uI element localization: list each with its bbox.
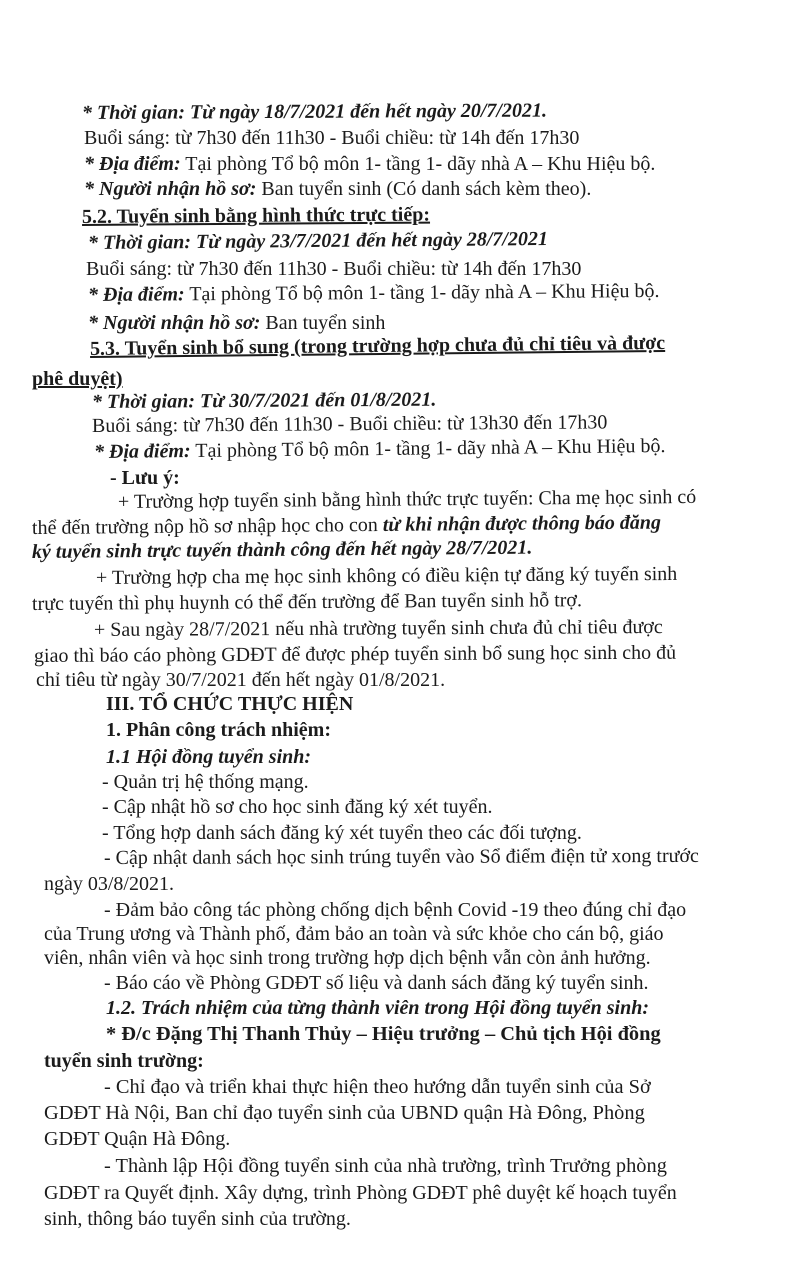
note-paragraph-3-cont: giao thì báo cáo phòng GDĐT để được phép tuyển sinh bổ sung học sinh cho đủ xyxy=(33,641,677,667)
chair-duty-1-cont: GDĐT Hà Nội, Ban chỉ đạo tuyển sinh của UBND quận Hà Đông, Phòng xyxy=(44,1102,645,1124)
note-text: thể đến trường nộp hồ sơ nhập học cho con xyxy=(31,513,383,539)
location-label: * Địa điểm: xyxy=(93,439,191,463)
receiver-direct-line xyxy=(88,311,385,335)
note-label: - Lưu ý: xyxy=(110,467,180,489)
location-supplement-line xyxy=(94,434,666,464)
council-task-5-cont: của Trung ương và Thành phố, đảm bảo an toàn và sức khỏe cho cán bộ, giáo xyxy=(44,923,664,945)
time-supplement-line: * Thời gian: Từ 30/7/2021 đến 01/8/2021. xyxy=(91,388,437,413)
section-5-2-heading: 5.2. Tuyển sinh bằng hình thức trực tiếp: xyxy=(81,203,431,228)
location-label: * Địa điểm: xyxy=(84,153,181,175)
note-paragraph-1-end: ký tuyển sinh trực tuyến thành công đến hết ngày 28/7/2021. xyxy=(31,536,533,563)
council-task-4: - Cập nhật danh sách học sinh trúng tuyển vào Sổ điểm điện tử xong trước xyxy=(103,844,699,869)
location-value: Tại phòng Tổ bộ môn 1- tầng 1- dãy nhà A – Khu Hiệu bộ. xyxy=(184,280,660,306)
council-task-3: - Tổng hợp danh sách đăng ký xét tuyển theo các đối tượng. xyxy=(102,822,582,844)
note-paragraph-2: + Trường hợp cha mẹ học sinh không có điều kiện tự đăng ký tuyển sinh xyxy=(95,562,678,589)
note-paragraph-2-cont: trực tuyến thì phụ huynh có thể đến trường để Ban tuyển sinh hỗ trợ. xyxy=(31,589,583,615)
chair-duty-1-end: GDĐT Quận Hà Đông. xyxy=(44,1128,231,1150)
chair-duty-2-cont: GDĐT ra Quyết định. Xây dựng, trình Phòng GDĐT phê duyệt kế hoạch tuyển xyxy=(44,1182,677,1204)
location-online-line xyxy=(84,152,655,176)
location-label: * Địa điểm: xyxy=(87,283,185,306)
time-online-line: * Thời gian: Từ ngày 18/7/2021 đến hết ngày 20/7/2021. xyxy=(81,99,548,124)
receiver-value: Ban tuyển sinh xyxy=(260,312,386,334)
session-hours-direct: Buổi sáng: từ 7h30 đến 11h30 - Buổi chiều: từ 14h đến 17h30 xyxy=(86,258,582,280)
note-paragraph-3-end: chỉ tiêu từ ngày 30/7/2021 đến hết ngày 01/8/2021. xyxy=(36,669,446,691)
council-task-5: - Đảm bảo công tác phòng chống dịch bệnh Covid -19 theo đúng chỉ đạo xyxy=(104,899,687,921)
assignment-heading: 1. Phân công trách nhiệm: xyxy=(106,719,331,741)
receiver-label: * Người nhận hồ sơ: xyxy=(88,312,261,334)
note-paragraph-1: + Trường hợp tuyển sinh bằng hình thức trực tuyến: Cha mẹ học sinh có xyxy=(117,485,697,513)
member-duties-heading: 1.2. Trách nhiệm của từng thành viên trong Hội đồng tuyển sinh: xyxy=(106,997,650,1019)
council-task-6: - Báo cáo về Phòng GDĐT số liệu và danh sách đăng ký tuyển sinh. xyxy=(104,972,649,994)
chairperson-line: * Đ/c Đặng Thị Thanh Thủy – Hiệu trưởng – Chủ tịch Hội đồng xyxy=(106,1023,661,1045)
chair-duty-2-end: sinh, thông báo tuyển sinh của trường. xyxy=(44,1208,351,1230)
section-III-heading: III. TỔ CHỨC THỰC HIỆN xyxy=(106,693,354,715)
section-5-3-heading: 5.3. Tuyển sinh bổ sung (trong trường hợp chưa đủ chỉ tiêu và được xyxy=(89,331,666,360)
receiver-label: * Người nhận hồ sơ: xyxy=(84,178,257,200)
location-value: Tại phòng Tổ bộ môn 1- tầng 1- dãy nhà A – Khu Hiệu bộ. xyxy=(180,153,656,175)
receiver-value: Ban tuyển sinh (Có danh sách kèm theo). xyxy=(256,178,592,200)
chair-duty-1: - Chỉ đạo và triển khai thực hiện theo hướng dẫn tuyển sinh của Sở xyxy=(104,1076,651,1098)
council-task-4-cont: ngày 03/8/2021. xyxy=(44,873,174,895)
council-task-1: - Quản trị hệ thống mạng. xyxy=(102,771,309,793)
council-task-5-end: viên, nhân viên và học sinh trong trường hợp dịch bệnh vẫn còn ảnh hưởng. xyxy=(44,947,651,969)
council-heading: 1.1 Hội đồng tuyển sinh: xyxy=(106,746,312,768)
council-task-2: - Cập nhật hồ sơ cho học sinh đăng ký xét tuyển. xyxy=(102,796,493,818)
time-direct-line: * Thời gian: Từ ngày 23/7/2021 đến hết ngày 28/7/2021 xyxy=(87,227,549,254)
chair-duty-2: - Thành lập Hội đồng tuyển sinh của nhà trường, trình Trưởng phòng xyxy=(104,1155,667,1177)
section-5-3-heading-cont: phê duyệt) xyxy=(32,368,123,390)
receiver-online-line xyxy=(84,177,591,201)
session-hours-supplement: Buổi sáng: từ 7h30 đến 11h30 - Buổi chiều: từ 13h30 đến 17h30 xyxy=(91,411,608,437)
note-emphasis: từ khi nhận được thông báo đăng xyxy=(382,511,661,536)
chairperson-line-cont: tuyển sinh trường: xyxy=(44,1050,204,1072)
location-value: Tại phòng Tổ bộ môn 1- tầng 1- dãy nhà A – Khu Hiệu bộ. xyxy=(190,435,666,462)
session-hours-online: Buổi sáng: từ 7h30 đến 11h30 - Buổi chiều: từ 14h đến 17h30 xyxy=(84,127,580,149)
note-paragraph-3: + Sau ngày 28/7/2021 nếu nhà trường tuyển sinh chưa đủ chỉ tiêu được xyxy=(93,616,663,641)
note-paragraph-1-cont xyxy=(32,511,661,540)
location-direct-line xyxy=(88,279,660,307)
